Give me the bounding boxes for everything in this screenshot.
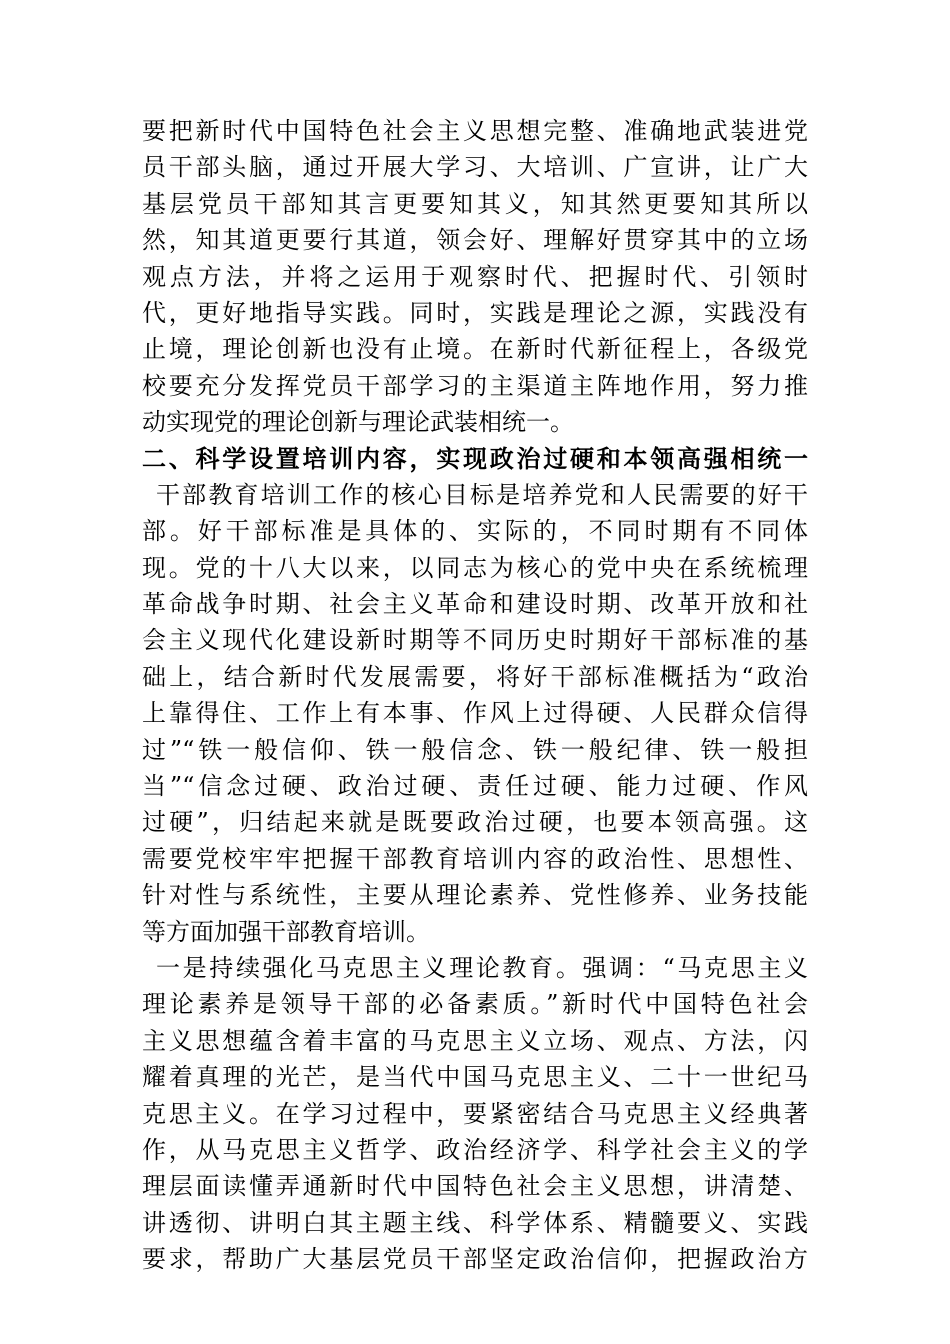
document-page [142, 113, 808, 1278]
text-line: 理层面读懂弄通新时代中国特色社会主义思想，讲清楚、 [142, 1172, 808, 1201]
text-line: 针对性与系统性，主要从理论素养、党性修养、业务技能 [142, 881, 808, 910]
text-line: 耀着真理的光芒，是当代中国马克思主义、二十一世纪马 [142, 1063, 808, 1092]
text-line: 革命战争时期、社会主义革命和建设时期、改革开放和社 [142, 590, 808, 619]
text-line: 讲透彻、讲明白其主题主线、科学体系、精髓要义、实践 [142, 1208, 808, 1237]
paragraph-1 [142, 113, 808, 441]
text-line: 础上，结合新时代发展需要，将好干部标准概括为“政治 [142, 662, 808, 691]
section-heading: 二、科学设置培训内容，实现政治过硬和本领高强相统一 [142, 444, 808, 473]
text-line: 过”“铁一般信仰、铁一般信念、铁一般纪律、铁一般担 [142, 735, 808, 764]
text-line: 等方面加强干部教育培训。 [142, 917, 430, 946]
paragraph-3 [142, 950, 808, 1278]
text-line: 现。党的十八大以来，以同志为核心的党中央在系统梳理 [142, 553, 808, 582]
text-line: 会主义现代化建设新时期等不同历史时期好干部标准的基 [142, 626, 808, 655]
text-line: 克思主义。在学习过程中，要紧密结合马克思主义经典著 [142, 1099, 808, 1128]
text-line: 需要党校牢牢把握干部教育培训内容的政治性、思想性、 [142, 844, 808, 873]
text-line: 校要充分发挥党员干部学习的主渠道主阵地作用，努力推 [142, 371, 808, 400]
text-line: 基层党员干部知其言更要知其义，知其然更要知其所以 [142, 189, 808, 218]
text-line: 部。好干部标准是具体的、实际的，不同时期有不同体 [142, 517, 808, 546]
text-line: 当”“信念过硬、政治过硬、责任过硬、能力过硬、作风 [142, 772, 808, 801]
paragraph-2 [142, 477, 808, 950]
text-line: 过硬”，归结起来就是既要政治过硬，也要本领高强。这 [142, 808, 808, 837]
text-line: 要把新时代中国特色社会主义思想完整、准确地武装进党 [142, 117, 808, 145]
text-line: 一是持续强化马克思主义理论教育。强调：“马克思主义 [156, 953, 808, 982]
text-line: 干部教育培训工作的核心目标是培养党和人民需要的好干 [156, 480, 808, 509]
text-line: 动实现党的理论创新与理论武装相统一。 [142, 408, 574, 437]
text-line: 理论素养是领导干部的必备素质。”新时代中国特色社会 [142, 990, 808, 1019]
text-line: 代，更好地指导实践。同时，实践是理论之源，实践没有 [142, 298, 808, 327]
text-line: 观点方法，并将之运用于观察时代、把握时代、引领时 [142, 262, 808, 291]
text-line: 员干部头脑，通过开展大学习、大培训、广宣讲，让广大 [142, 153, 808, 182]
text-line: 止境，理论创新也没有止境。在新时代新征程上，各级党 [142, 335, 808, 364]
text-line: 主义思想蕴含着丰富的马克思主义立场、观点、方法，闪 [142, 1026, 808, 1055]
text-line: 上靠得住、工作上有本事、作风上过得硬、人民群众信得 [142, 699, 808, 728]
text-line: 然，知其道更要行其道，领会好、理解好贯穿其中的立场 [142, 226, 808, 255]
text-line: 作，从马克思主义哲学、政治经济学、科学社会主义的学 [142, 1135, 808, 1164]
text-line: 要求，帮助广大基层党员干部坚定政治信仰，把握政治方 [142, 1245, 808, 1274]
